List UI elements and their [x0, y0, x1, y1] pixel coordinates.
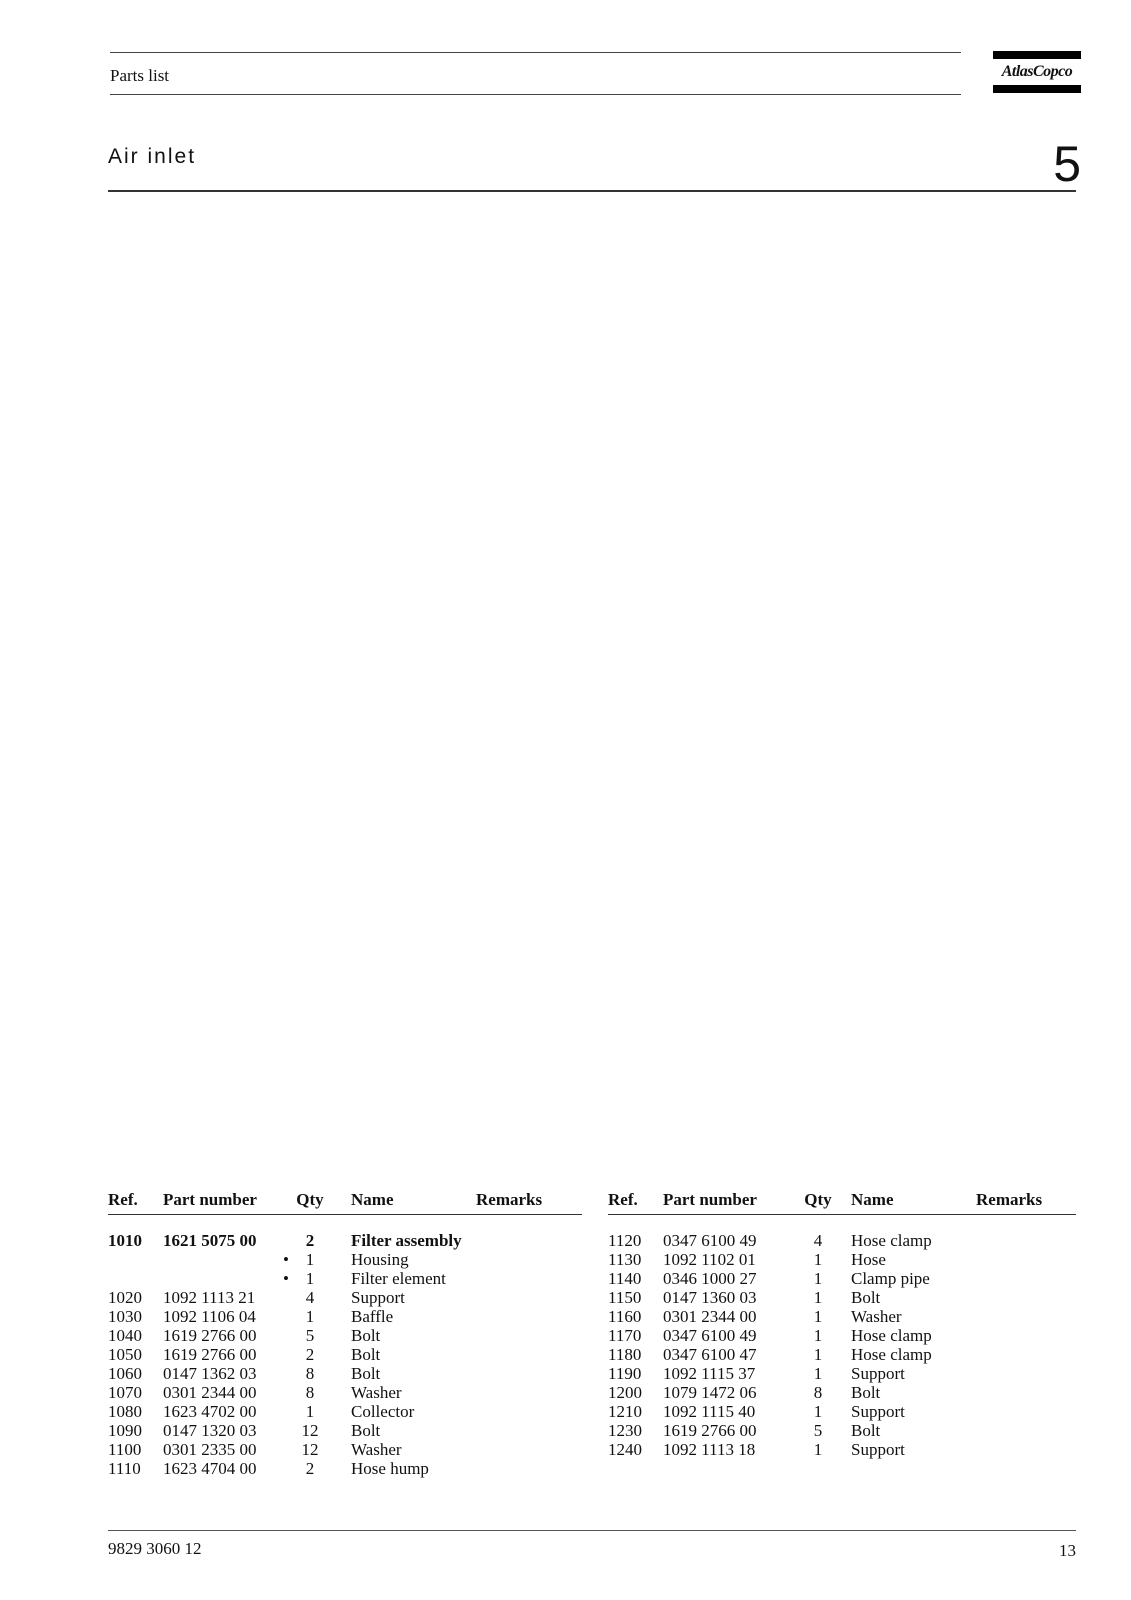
cell-qty: 1	[305, 1307, 315, 1326]
cell-part-number: 1079 1472 06	[663, 1383, 757, 1402]
cell-ref: 1240	[608, 1440, 642, 1459]
table-row	[608, 1250, 1076, 1269]
table-row	[108, 1402, 582, 1421]
cell-name: Support	[851, 1364, 905, 1383]
cell-qty: 2	[305, 1345, 315, 1364]
cell-ref: 1200	[608, 1383, 642, 1402]
cell-part-number: 1619 2766 00	[163, 1326, 257, 1345]
cell-ref: 1020	[108, 1288, 142, 1307]
column-header-ref: Ref.	[108, 1190, 138, 1209]
cell-part-number: 0147 1362 03	[163, 1364, 257, 1383]
table-row	[608, 1231, 1076, 1250]
cell-qty: 2	[305, 1231, 315, 1250]
cell-ref: 1160	[608, 1307, 642, 1326]
table-row	[608, 1288, 1076, 1307]
bullet-marker: •	[283, 1250, 289, 1269]
cell-qty: 1	[813, 1364, 823, 1383]
table-row	[108, 1288, 582, 1307]
cell-ref: 1120	[608, 1231, 642, 1250]
cell-qty: 1	[813, 1326, 823, 1345]
cell-ref: 1140	[608, 1269, 642, 1288]
cell-part-number: 0301 2344 00	[663, 1307, 757, 1326]
cell-part-number: 1092 1106 04	[163, 1307, 256, 1326]
header-label: Parts list	[110, 66, 170, 85]
table-row	[608, 1421, 1076, 1440]
column-header-name: Name	[851, 1190, 894, 1209]
table-row	[608, 1307, 1076, 1326]
cell-ref: 1060	[108, 1364, 142, 1383]
logo-text: AtlasCopco	[1001, 63, 1073, 80]
table-row	[608, 1269, 1076, 1288]
cell-qty: 1	[305, 1402, 315, 1421]
column-header-ref: Ref.	[608, 1190, 638, 1209]
cell-part-number: 1092 1115 40	[663, 1402, 756, 1421]
cell-qty: 2	[305, 1459, 315, 1478]
column-header-qty: Qty	[804, 1190, 832, 1209]
table-row	[108, 1440, 582, 1459]
cell-ref: 1050	[108, 1345, 142, 1364]
cell-qty: 12	[301, 1440, 319, 1459]
cell-name: Bolt	[351, 1421, 381, 1440]
column-header-remarks: Remarks	[476, 1190, 543, 1209]
table-row	[608, 1383, 1076, 1402]
cell-name: Filter element	[351, 1269, 446, 1288]
cell-part-number: 1623 4702 00	[163, 1402, 257, 1421]
cell-ref: 1230	[608, 1421, 642, 1440]
cell-name: Filter assembly	[351, 1231, 462, 1250]
cell-part-number: 1092 1115 37	[663, 1364, 756, 1383]
table-header	[108, 1190, 582, 1215]
cell-ref: 1210	[608, 1402, 642, 1421]
table-row	[108, 1231, 582, 1250]
cell-part-number: 1623 4704 00	[163, 1459, 257, 1478]
cell-qty: 5	[305, 1326, 315, 1345]
table-row	[608, 1364, 1076, 1383]
bullet-marker: •	[283, 1269, 289, 1288]
section-rule	[108, 190, 1076, 192]
cell-qty: 8	[305, 1364, 315, 1383]
cell-name: Washer	[351, 1440, 402, 1459]
cell-qty: 4	[813, 1231, 823, 1250]
cell-name: Hose clamp	[851, 1231, 932, 1250]
table-header	[608, 1190, 1076, 1215]
cell-qty: 4	[305, 1288, 315, 1307]
cell-name: Housing	[351, 1250, 409, 1269]
table-row	[608, 1326, 1076, 1345]
cell-part-number: 0346 1000 27	[663, 1269, 757, 1288]
cell-ref: 1040	[108, 1326, 142, 1345]
logo-top-bar	[993, 51, 1081, 59]
cell-name: Bolt	[351, 1345, 381, 1364]
table-row	[108, 1345, 582, 1364]
cell-qty: 1	[813, 1440, 823, 1459]
table-row	[108, 1326, 582, 1345]
cell-part-number: 0347 6100 47	[663, 1345, 757, 1364]
cell-name: Hose	[851, 1250, 886, 1269]
cell-qty: 1	[813, 1402, 823, 1421]
cell-ref: 1100	[108, 1440, 142, 1459]
cell-name: Support	[851, 1402, 905, 1421]
table-body-left	[108, 1231, 582, 1478]
cell-qty: 1	[305, 1250, 315, 1269]
cell-part-number: 1621 5075 00	[163, 1231, 257, 1250]
cell-part-number: 0301 2344 00	[163, 1383, 257, 1402]
table-row	[108, 1250, 582, 1269]
table-row	[108, 1383, 582, 1402]
cell-qty: 1	[813, 1288, 823, 1307]
footer-rule	[108, 1530, 1076, 1531]
cell-name: Support	[851, 1440, 905, 1459]
cell-part-number: 0347 6100 49	[663, 1326, 757, 1345]
cell-name: Hose clamp	[851, 1326, 932, 1345]
cell-qty: 1	[813, 1269, 823, 1288]
cell-name: Support	[351, 1288, 405, 1307]
cell-part-number: 1092 1113 21	[163, 1288, 256, 1307]
cell-name: Bolt	[851, 1421, 881, 1440]
table-row	[108, 1364, 582, 1383]
cell-qty: 8	[813, 1383, 823, 1402]
cell-part-number: 0347 6100 49	[663, 1231, 757, 1250]
cell-part-number: 0147 1360 03	[663, 1288, 757, 1307]
cell-part-number: 1619 2766 00	[163, 1345, 257, 1364]
column-header-name: Name	[351, 1190, 394, 1209]
cell-qty: 8	[305, 1383, 315, 1402]
cell-name: Baffle	[351, 1307, 394, 1326]
table-row	[608, 1402, 1076, 1421]
atlas-copco-logo	[993, 51, 1081, 93]
cell-name: Washer	[351, 1383, 402, 1402]
cell-name: Washer	[851, 1307, 902, 1326]
footer-page-number: 13	[1059, 1541, 1076, 1560]
cell-part-number: 0301 2335 00	[163, 1440, 257, 1459]
table-row	[608, 1345, 1076, 1364]
cell-name: Hose hump	[351, 1459, 429, 1478]
cell-ref: 1180	[608, 1345, 642, 1364]
cell-name: Collector	[351, 1402, 415, 1421]
column-header-part-number: Part number	[663, 1190, 757, 1209]
cell-name: Bolt	[851, 1383, 881, 1402]
parts-table-left	[108, 1190, 582, 1478]
cell-ref: 1080	[108, 1402, 142, 1421]
cell-qty: 1	[305, 1269, 315, 1288]
header-top-rule	[110, 52, 961, 53]
cell-qty: 12	[301, 1421, 319, 1440]
table-body-right	[608, 1231, 1076, 1459]
cell-name: Bolt	[851, 1288, 881, 1307]
cell-ref: 1090	[108, 1421, 142, 1440]
cell-name: Bolt	[351, 1364, 381, 1383]
cell-ref: 1070	[108, 1383, 142, 1402]
table-row	[108, 1421, 582, 1440]
cell-qty: 1	[813, 1307, 823, 1326]
column-header-qty: Qty	[296, 1190, 324, 1209]
table-row	[108, 1269, 582, 1288]
cell-ref: 1010	[108, 1231, 142, 1250]
cell-ref: 1150	[608, 1288, 642, 1307]
cell-name: Hose clamp	[851, 1345, 932, 1364]
cell-ref: 1030	[108, 1307, 142, 1326]
cell-ref: 1190	[608, 1364, 642, 1383]
table-row	[108, 1307, 582, 1326]
table-row	[108, 1459, 582, 1478]
column-header-part-number: Part number	[163, 1190, 257, 1209]
section-number: 5	[1053, 136, 1081, 192]
cell-ref: 1130	[608, 1250, 642, 1269]
cell-ref: 1110	[108, 1459, 141, 1478]
cell-part-number: 1092 1113 18	[663, 1440, 756, 1459]
header-bottom-rule	[110, 94, 961, 95]
footer-document-number: 9829 3060 12	[108, 1539, 202, 1558]
cell-ref: 1170	[608, 1326, 642, 1345]
cell-qty: 5	[813, 1421, 823, 1440]
cell-part-number: 1619 2766 00	[663, 1421, 757, 1440]
section-title: Air inlet	[108, 145, 197, 168]
cell-part-number: 0147 1320 03	[163, 1421, 257, 1440]
column-header-remarks: Remarks	[976, 1190, 1043, 1209]
cell-qty: 1	[813, 1345, 823, 1364]
parts-table-right	[608, 1190, 1076, 1459]
cell-name: Bolt	[351, 1326, 381, 1345]
cell-part-number: 1092 1102 01	[663, 1250, 756, 1269]
cell-qty: 1	[813, 1250, 823, 1269]
table-row	[608, 1440, 1076, 1459]
cell-name: Clamp pipe	[851, 1269, 930, 1288]
logo-bottom-bar	[993, 85, 1081, 93]
